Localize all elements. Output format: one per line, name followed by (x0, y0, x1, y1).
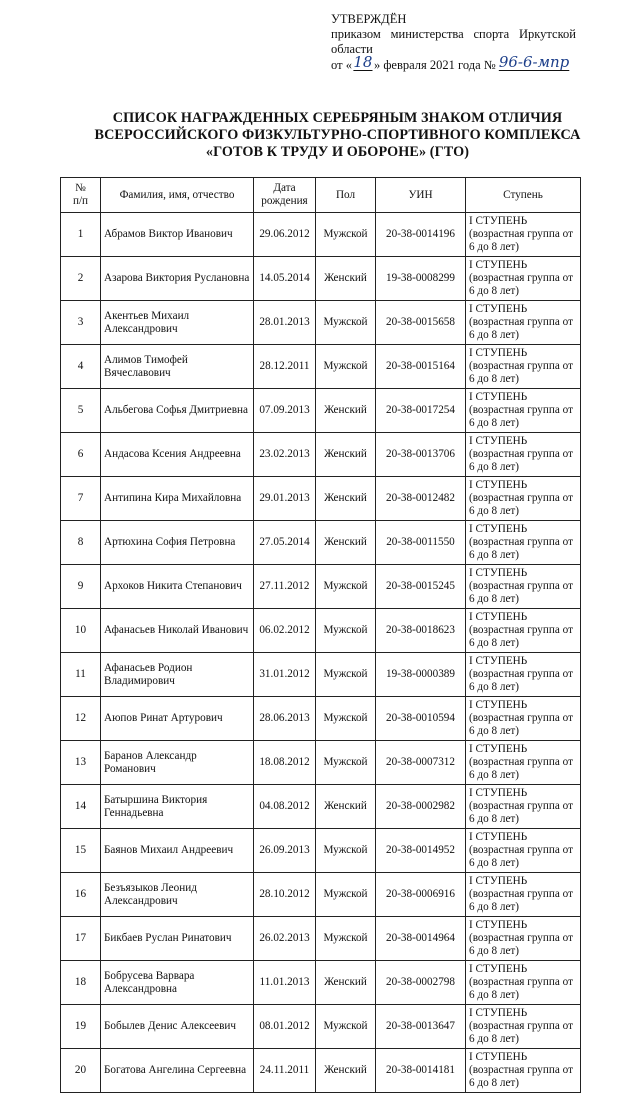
header-date (254, 178, 316, 213)
header-uin: УИН (376, 178, 466, 213)
stage-cell: I СТУПЕНЬ (возрастная группа от 6 до 8 лет) (466, 1049, 581, 1093)
stage-cell: I СТУПЕНЬ (возрастная группа от 6 до 8 лет) (466, 917, 581, 961)
row-number-cell: 20 (61, 1049, 101, 1093)
uin-code-cell: 20-38-0002798 (376, 961, 466, 1005)
person-name-cell: Абрамов Виктор Иванович (101, 213, 254, 257)
title-line-3: «ГОТОВ К ТРУДУ И ОБОРОНЕ» (ГТО) (205, 144, 470, 160)
birth-date-cell: 23.02.2013 (254, 433, 316, 477)
person-name-cell: Артюхина София Петровна (101, 521, 254, 565)
birth-date-cell: 07.09.2013 (254, 389, 316, 433)
uin-code-cell: 20-38-0002982 (376, 785, 466, 829)
uin-code-cell: 20-38-0018623 (376, 609, 466, 653)
row-number-cell: 14 (61, 785, 101, 829)
sex-cell: Женский (316, 785, 376, 829)
document-title (60, 110, 615, 161)
table-row (61, 653, 581, 697)
approval-block (331, 12, 591, 73)
birth-date-cell: 28.06.2013 (254, 697, 316, 741)
sex-cell: Женский (316, 1049, 376, 1093)
birth-date-cell: 28.10.2012 (254, 873, 316, 917)
row-number-cell: 8 (61, 521, 101, 565)
uin-code-cell: 20-38-0014964 (376, 917, 466, 961)
uin-code-cell: 20-38-0015658 (376, 301, 466, 345)
birth-date-cell: 04.08.2012 (254, 785, 316, 829)
row-number-cell: 4 (61, 345, 101, 389)
row-number-cell: 10 (61, 609, 101, 653)
row-number-cell: 13 (61, 741, 101, 785)
sex-cell: Мужской (316, 345, 376, 389)
birth-date-cell: 27.11.2012 (254, 565, 316, 609)
header-date-text: Дата рождения (261, 182, 308, 207)
table-row (61, 301, 581, 345)
table-row (61, 1005, 581, 1049)
table-row (61, 433, 581, 477)
person-name-cell: Аюпов Ринат Артурович (101, 697, 254, 741)
table-row (61, 257, 581, 301)
table-header (61, 178, 581, 213)
birth-date-cell: 27.05.2014 (254, 521, 316, 565)
sex-cell: Женский (316, 961, 376, 1005)
header-name: Фамилия, имя, отчество (101, 178, 254, 213)
person-name-cell: Андасова Ксения Андреевна (101, 433, 254, 477)
uin-code-cell: 20-38-0017254 (376, 389, 466, 433)
sex-cell: Мужской (316, 917, 376, 961)
uin-code-cell: 20-38-0014196 (376, 213, 466, 257)
sex-cell: Мужской (316, 653, 376, 697)
person-name-cell: Батыршина Виктория Геннадьевна (101, 785, 254, 829)
person-name-cell: Богатова Ангелина Сергеевна (101, 1049, 254, 1093)
uin-code-cell: 20-38-0011550 (376, 521, 466, 565)
sex-cell: Женский (316, 389, 376, 433)
sex-cell: Мужской (316, 1005, 376, 1049)
person-name-cell: Афанасьев Родион Владимирович (101, 653, 254, 697)
quote-close: » (373, 58, 381, 72)
approval-word: министерства (390, 27, 464, 41)
header-stage: Ступень (466, 178, 581, 213)
table-row (61, 785, 581, 829)
table-row (61, 873, 581, 917)
stage-cell: I СТУПЕНЬ (возрастная группа от 6 до 8 лет) (466, 389, 581, 433)
birth-date-cell: 26.02.2013 (254, 917, 316, 961)
table-row (61, 697, 581, 741)
stage-cell: I СТУПЕНЬ (возрастная группа от 6 до 8 лет) (466, 609, 581, 653)
uin-code-cell: 20-38-0014181 (376, 1049, 466, 1093)
person-name-cell: Азарова Виктория Руслановна (101, 257, 254, 301)
date-prefix: от (331, 58, 343, 72)
birth-date-cell: 26.09.2013 (254, 829, 316, 873)
uin-code-cell: 20-38-0015245 (376, 565, 466, 609)
sex-cell: Мужской (316, 873, 376, 917)
table-row (61, 829, 581, 873)
birth-date-cell: 08.01.2012 (254, 1005, 316, 1049)
table-row (61, 961, 581, 1005)
uin-code-cell: 20-38-0014952 (376, 829, 466, 873)
row-number-cell: 1 (61, 213, 101, 257)
sex-cell: Женский (316, 477, 376, 521)
stage-cell: I СТУПЕНЬ (возрастная группа от 6 до 8 лет) (466, 785, 581, 829)
birth-date-cell: 28.01.2013 (254, 301, 316, 345)
row-number-cell: 12 (61, 697, 101, 741)
birth-date-cell: 18.08.2012 (254, 741, 316, 785)
awardees-table (60, 177, 581, 1093)
uin-code-cell: 19-38-0000389 (376, 653, 466, 697)
row-number-cell: 18 (61, 961, 101, 1005)
stage-cell: I СТУПЕНЬ (возрастная группа от 6 до 8 лет) (466, 345, 581, 389)
stage-cell: I СТУПЕНЬ (возрастная группа от 6 до 8 лет) (466, 433, 581, 477)
table-row (61, 609, 581, 653)
row-number-cell: 3 (61, 301, 101, 345)
person-name-cell: Алимов Тимофей Вячеславович (101, 345, 254, 389)
row-number-cell: 19 (61, 1005, 101, 1049)
stage-cell: I СТУПЕНЬ (возрастная группа от 6 до 8 лет) (466, 873, 581, 917)
row-number-cell: 17 (61, 917, 101, 961)
person-name-cell: Безъязыков Леонид Александрович (101, 873, 254, 917)
table-row (61, 345, 581, 389)
person-name-cell: Бобылев Денис Алексеевич (101, 1005, 254, 1049)
uin-code-cell: 20-38-0006916 (376, 873, 466, 917)
title-line-1: СПИСОК НАГРАЖДЕННЫХ СЕРЕБРЯНЫМ ЗНАКОМ ОТЛИЧИЯ (112, 110, 563, 126)
person-name-cell: Архоков Никита Степанович (101, 565, 254, 609)
sex-cell: Женский (316, 521, 376, 565)
header-num (61, 178, 101, 213)
stage-cell: I СТУПЕНЬ (возрастная группа от 6 до 8 лет) (466, 1005, 581, 1049)
birth-date-cell: 11.01.2013 (254, 961, 316, 1005)
birth-date-cell: 14.05.2014 (254, 257, 316, 301)
birth-date-cell: 29.01.2013 (254, 477, 316, 521)
approval-date-line (331, 53, 591, 73)
row-number-cell: 2 (61, 257, 101, 301)
header-row (61, 178, 581, 213)
stage-cell: I СТУПЕНЬ (возрастная группа от 6 до 8 лет) (466, 477, 581, 521)
row-number-cell: 9 (61, 565, 101, 609)
person-name-cell: Антипина Кира Михайловна (101, 477, 254, 521)
handwritten-day: 18 (353, 53, 373, 71)
approval-order-line (331, 27, 576, 42)
person-name-cell: Бикбаев Руслан Ринатович (101, 917, 254, 961)
table-body (61, 213, 581, 1093)
stage-cell: I СТУПЕНЬ (возрастная группа от 6 до 8 лет) (466, 257, 581, 301)
row-number-cell: 15 (61, 829, 101, 873)
sex-cell: Мужской (316, 565, 376, 609)
stage-cell: I СТУПЕНЬ (возрастная группа от 6 до 8 лет) (466, 653, 581, 697)
uin-code-cell: 20-38-0007312 (376, 741, 466, 785)
stage-cell: I СТУПЕНЬ (возрастная группа от 6 до 8 лет) (466, 829, 581, 873)
month-year: февраля 2021 года № (383, 58, 496, 72)
stage-cell: I СТУПЕНЬ (возрастная группа от 6 до 8 лет) (466, 565, 581, 609)
table-row (61, 521, 581, 565)
header-sex: Пол (316, 178, 376, 213)
sex-cell: Мужской (316, 829, 376, 873)
table-row (61, 1049, 581, 1093)
sex-cell: Мужской (316, 609, 376, 653)
sex-cell: Женский (316, 433, 376, 477)
row-number-cell: 5 (61, 389, 101, 433)
row-number-cell: 6 (61, 433, 101, 477)
person-name-cell: Баранов Александр Романович (101, 741, 254, 785)
approval-word: спорта (473, 27, 510, 41)
sex-cell: Мужской (316, 213, 376, 257)
stage-cell: I СТУПЕНЬ (возрастная группа от 6 до 8 лет) (466, 213, 581, 257)
approval-heading: УТВЕРЖДЁН (331, 12, 407, 26)
person-name-cell: Альбегова Софья Дмитриевна (101, 389, 254, 433)
row-number-cell: 16 (61, 873, 101, 917)
stage-cell: I СТУПЕНЬ (возрастная группа от 6 до 8 лет) (466, 961, 581, 1005)
uin-code-cell: 20-38-0010594 (376, 697, 466, 741)
sex-cell: Женский (316, 257, 376, 301)
person-name-cell: Акентьев Михаил Александрович (101, 301, 254, 345)
table-row (61, 477, 581, 521)
birth-date-cell: 28.12.2011 (254, 345, 316, 389)
sex-cell: Мужской (316, 697, 376, 741)
birth-date-cell: 29.06.2012 (254, 213, 316, 257)
title-line-2: ВСЕРОССИЙСКОГО ФИЗКУЛЬТУРНО-СПОРТИВНОГО КОМПЛЕКСА (94, 127, 581, 143)
person-name-cell: Афанасьев Николай Иванович (101, 609, 254, 653)
table-row (61, 741, 581, 785)
table-row (61, 917, 581, 961)
table-row (61, 389, 581, 433)
approval-region: области (331, 42, 373, 56)
uin-code-cell: 20-38-0013647 (376, 1005, 466, 1049)
sex-cell: Мужской (316, 301, 376, 345)
birth-date-cell: 31.01.2012 (254, 653, 316, 697)
uin-code-cell: 20-38-0013706 (376, 433, 466, 477)
row-number-cell: 7 (61, 477, 101, 521)
uin-code-cell: 20-38-0015164 (376, 345, 466, 389)
birth-date-cell: 24.11.2011 (254, 1049, 316, 1093)
approval-word: приказом (331, 27, 381, 41)
row-number-cell: 11 (61, 653, 101, 697)
header-num-text: № п/п (72, 182, 89, 207)
stage-cell: I СТУПЕНЬ (возрастная группа от 6 до 8 лет) (466, 741, 581, 785)
table-row (61, 213, 581, 257)
uin-code-cell: 19-38-0008299 (376, 257, 466, 301)
person-name-cell: Баянов Михаил Андреевич (101, 829, 254, 873)
stage-cell: I СТУПЕНЬ (возрастная группа от 6 до 8 лет) (466, 521, 581, 565)
table-row (61, 565, 581, 609)
stage-cell: I СТУПЕНЬ (возрастная группа от 6 до 8 лет) (466, 697, 581, 741)
person-name-cell: Бобрусева Варвара Александровна (101, 961, 254, 1005)
handwritten-order-number: 96-6-мпр (498, 53, 570, 71)
approval-word: Иркутской (519, 27, 576, 41)
stage-cell: I СТУПЕНЬ (возрастная группа от 6 до 8 лет) (466, 301, 581, 345)
uin-code-cell: 20-38-0012482 (376, 477, 466, 521)
birth-date-cell: 06.02.2012 (254, 609, 316, 653)
quote-open: « (345, 58, 352, 72)
sex-cell: Мужской (316, 741, 376, 785)
